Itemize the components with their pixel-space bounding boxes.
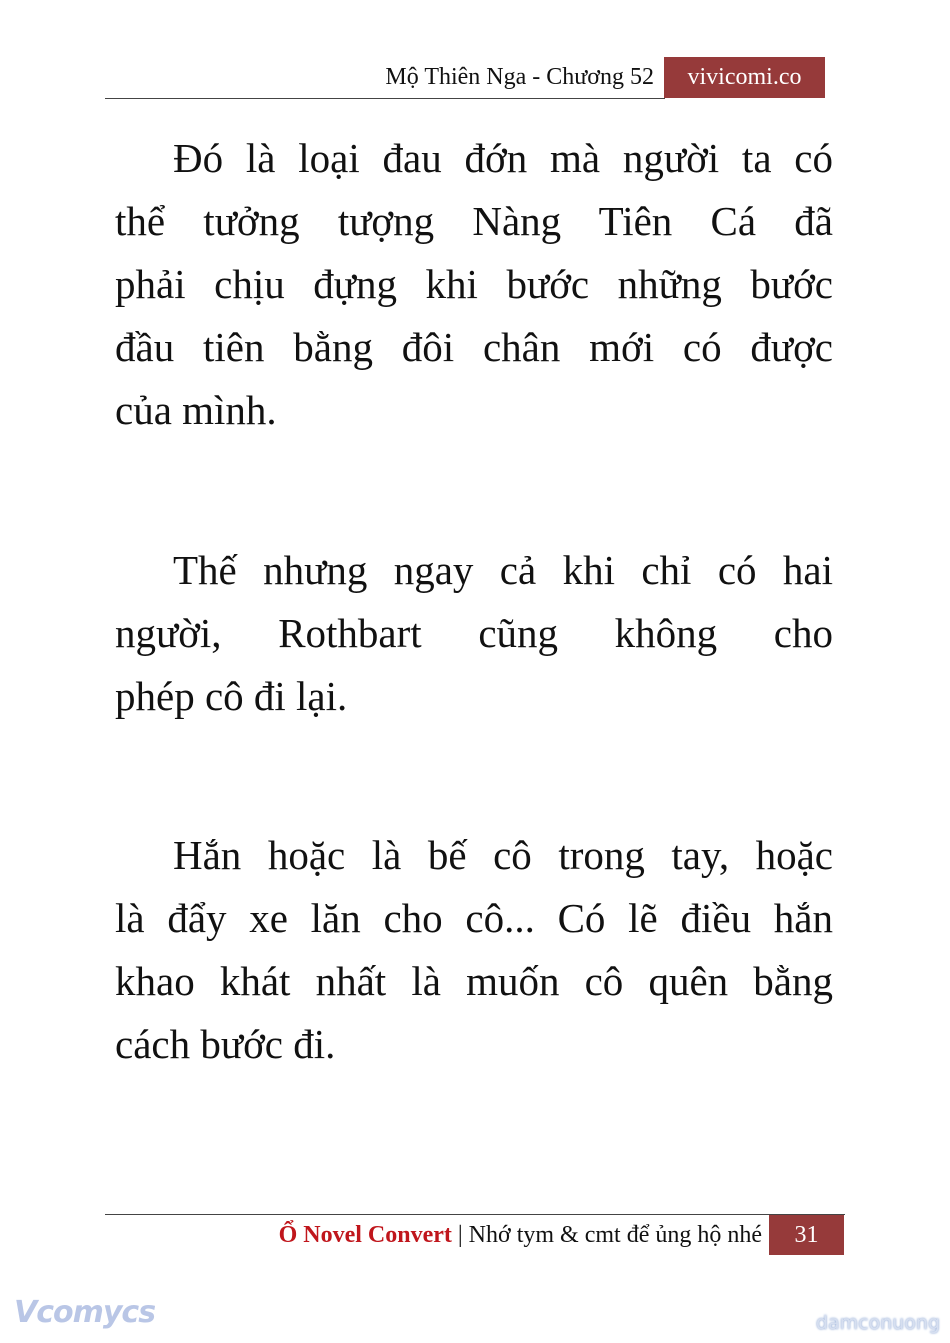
- text-line: phải chịu đựng khi bước những bước: [115, 261, 833, 307]
- watermark-right: damconuong: [815, 1312, 940, 1334]
- paragraph-1: [115, 127, 833, 442]
- paragraph-3: [115, 824, 833, 1076]
- text-line: cách bước đi.: [115, 1021, 336, 1067]
- text-line: khao khát nhất là muốn cô quên bằng: [115, 958, 833, 1004]
- footer-message: Nhớ tym & cmt để ủng hộ nhé: [468, 1222, 762, 1248]
- header-title: Mộ Thiên Nga - Chương 52: [385, 64, 654, 90]
- header-divider: [105, 98, 665, 99]
- page-number: 31: [769, 1215, 844, 1255]
- text-line: của mình.: [115, 387, 277, 433]
- text-line: đầu tiên bằng đôi chân mới có được: [115, 324, 833, 370]
- text-line: Đó là loại đau đớn mà người ta có: [173, 135, 833, 181]
- text-line: người, Rothbart cũng không cho: [115, 610, 833, 656]
- text-line: thể tưởng tượng Nàng Tiên Cá đã: [115, 198, 833, 244]
- text-line: phép cô đi lại.: [115, 673, 348, 719]
- watermark-left: Vcomycs: [14, 1295, 156, 1330]
- footer-text: [279, 1222, 762, 1249]
- footer-divider: [105, 1214, 845, 1215]
- text-line: Hắn hoặc là bế cô trong tay, hoặc: [173, 832, 833, 878]
- footer-brand: Ổ Novel Convert: [278, 1222, 452, 1248]
- paragraph-2: [115, 539, 833, 728]
- text-line: Thế nhưng ngay cả khi chỉ có hai: [173, 547, 833, 593]
- text-line: là đẩy xe lăn cho cô... Có lẽ điều hắn: [115, 895, 833, 941]
- header-site-badge: vivicomi.co: [664, 57, 825, 98]
- footer-separator: |: [451, 1222, 469, 1248]
